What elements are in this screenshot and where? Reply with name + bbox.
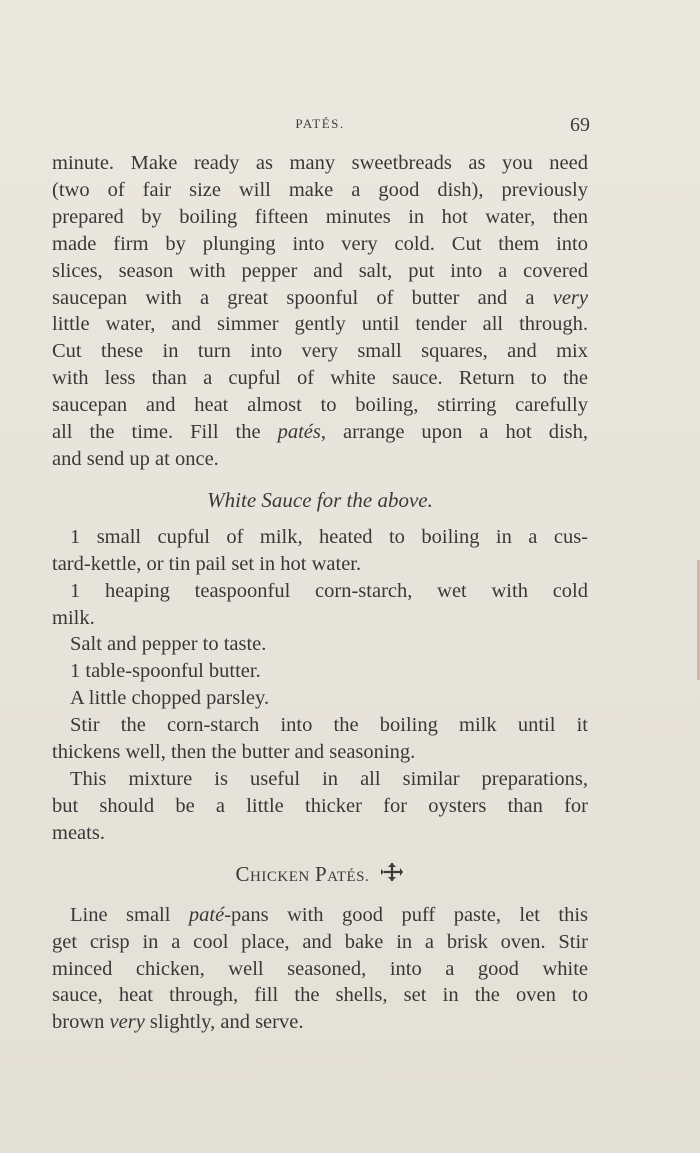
- text-line: [52, 1009, 588, 1036]
- text-line: A little chopped parsley.: [70, 687, 270, 710]
- emphasis-text: very: [552, 286, 589, 309]
- text-line: 1 small cupful of milk, heated to boiling in a cus-: [70, 525, 588, 548]
- heading-smallcaps: HICKEN: [250, 868, 310, 885]
- page-body: [52, 150, 588, 1036]
- text-line: Cut these in turn into very small squares, and mix: [52, 340, 588, 363]
- text-line: made firm by plunging into very cold. Cut them into: [52, 232, 588, 255]
- text-line: thickens well, then the butter and seasoning.: [52, 741, 416, 764]
- text-line: Stir the corn-starch into the boiling milk until it: [70, 714, 588, 737]
- page-header: [50, 112, 590, 136]
- text-segment: -pans with good puff paste, let this: [224, 903, 588, 926]
- text-segment: brown: [52, 1011, 105, 1034]
- text-line: sauce, heat through, fill the shells, set in the oven to: [52, 984, 588, 1007]
- chicken-pates-recipe: [52, 902, 588, 1037]
- heading-initial: P: [314, 861, 328, 886]
- text-line: [52, 902, 588, 929]
- text-line: Salt and pepper to taste.: [70, 633, 267, 656]
- text-line: get crisp in a cool place, and bake in a brisk oven. Stir: [52, 930, 588, 953]
- emphasis-text: very: [109, 1011, 145, 1034]
- emphasis-text: patés: [277, 421, 321, 444]
- text-line: minced chicken, well seasoned, into a good white: [52, 957, 588, 980]
- text-line: meats.: [52, 821, 105, 844]
- text-segment: Line small: [70, 903, 171, 926]
- text-line: and send up at once.: [52, 447, 219, 470]
- text-line: minute. Make ready as many sweetbreads as you need: [52, 152, 588, 174]
- white-sauce-heading: White Sauce for the above.: [207, 487, 433, 512]
- sweetbread-paragraph: [52, 150, 588, 473]
- text-line: saucepan and heat almost to boiling, stirring carefully: [52, 394, 588, 417]
- cross-hand-ornament-icon: [380, 861, 404, 892]
- text-line: little water, and simmer gently until tender all through.: [52, 313, 588, 336]
- text-line: 1 table-spoonful butter.: [70, 660, 261, 683]
- text-line: (two of fair size will make a good dish), previously: [52, 178, 588, 201]
- text-segment: all the time. Fill the: [52, 421, 261, 444]
- text-line: milk.: [52, 606, 95, 629]
- heading-initial: C: [235, 861, 251, 886]
- running-head: PATÉS.: [295, 116, 345, 131]
- page-number: 69: [570, 114, 590, 136]
- white-sauce-recipe: [52, 524, 588, 847]
- heading-smallcaps: ATÉS.: [327, 868, 370, 885]
- text-line: tard-kettle, or tin pail set in hot water.: [52, 552, 362, 575]
- text-line: slices, season with pepper and salt, put into a covered: [52, 259, 588, 282]
- text-line: [52, 419, 588, 446]
- text-line: prepared by boiling fifteen minutes in hot water, then: [52, 205, 588, 228]
- chicken-pates-heading: [52, 861, 588, 892]
- text-line: 1 heaping teaspoonful corn-starch, wet with cold: [70, 579, 588, 602]
- text-segment: saucepan with a great spoonful of butter and a: [52, 286, 535, 309]
- text-segment: , arrange upon a hot dish,: [320, 421, 588, 444]
- text-line: [52, 285, 588, 312]
- text-line: with less than a cupful of white sauce. Return to the: [52, 367, 588, 390]
- text-line: but should be a little thicker for oysters than for: [52, 794, 588, 817]
- text-segment: slightly, and serve.: [149, 1011, 304, 1034]
- emphasis-text: paté: [188, 903, 225, 926]
- text-line: This mixture is useful in all similar preparations,: [70, 767, 588, 790]
